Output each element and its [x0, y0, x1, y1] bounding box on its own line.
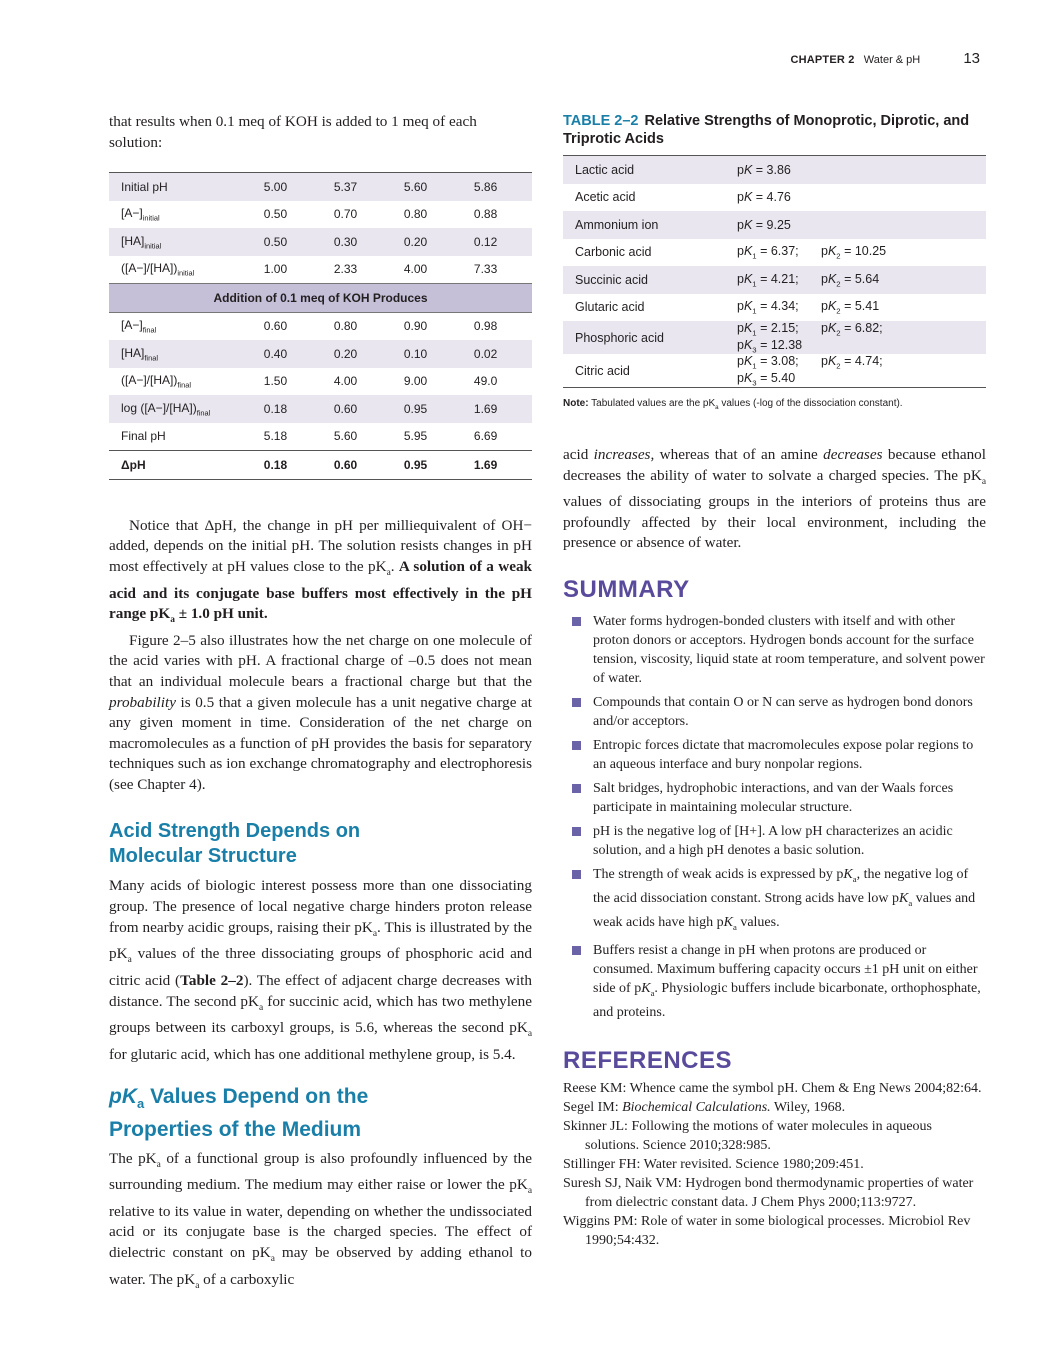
table-label: TABLE 2–2: [563, 113, 639, 129]
table-cell: 0.80: [333, 319, 358, 334]
references-list: [563, 1079, 986, 1250]
summary-heading: SUMMARY: [563, 576, 690, 603]
acid-name: Acetic acid: [575, 190, 636, 205]
pk-value: $pK_2 = 4.74$;: [821, 354, 883, 371]
bullet-square-icon: [572, 946, 581, 955]
summary-item: [563, 941, 986, 1022]
reference-item: Suresh SJ, Naik VM: Hydrogen bond thermodynamic properties of water from dielectric constant data. J Chem Phys 2000;113:9727.: [563, 1176, 974, 1211]
table-row: [109, 451, 532, 480]
section-heading-acid-strength: Acid Strength Depends on Molecular Structure: [109, 820, 361, 868]
table-caption: [563, 112, 986, 148]
table-cell: 9.00: [403, 374, 428, 389]
pk-value: $pK_1 = 4.21$;: [737, 271, 799, 288]
bullet-square-icon: [572, 827, 581, 836]
row-label: $[HA]_{final}$: [109, 340, 252, 368]
summary-text: Buffers resist a change in pH when protons are produced or consumed. Maximum buffering capacity occurs ±1 pH unit on either side of $pK_a$. Physiologic buffers include bicarbonate, orthophosphate, and proteins.: [593, 943, 981, 1021]
table-row: [109, 423, 532, 451]
table-cell: 0.20: [392, 228, 462, 256]
bullet-square-icon: [572, 617, 581, 626]
pk-values: [725, 294, 986, 322]
acid-name: Carbonic acid: [575, 245, 652, 260]
pk-value: $pK_2 = 10.25$: [821, 244, 887, 261]
table-cell: 1.00: [263, 262, 288, 277]
row-label: ΔpH: [109, 451, 252, 480]
reference-item: Wiggins PM: Role of water in some biological processes. Microbiol Rev 1990;54:432.: [563, 1214, 971, 1249]
table-row: [563, 266, 986, 294]
pk-values: [725, 239, 986, 267]
pk-value: $pK_1 = 2.15$;: [737, 321, 799, 338]
row-label: $([A-]/[HA])_{final}$: [121, 373, 191, 390]
acid-name: Lactic acid: [563, 156, 725, 184]
table-cell: 0.18: [252, 451, 322, 480]
table-cell: 49.0: [473, 374, 498, 389]
bullet-square-icon: [572, 741, 581, 750]
acid-name: Phosphoric acid: [563, 321, 725, 354]
table-cell: 1.50: [263, 374, 288, 389]
summary-item: [563, 865, 986, 936]
table-cell: 0.20: [322, 340, 392, 368]
reference-item: Skinner JL: Following the motions of water molecules in aqueous solutions. Science 2010;328:985.: [563, 1119, 933, 1154]
table-cell: 1.69: [462, 451, 532, 480]
bullet-square-icon: [572, 870, 581, 879]
table-note: Note: Tabulated values are the $pK_a$ values (-log of the dissociation constant).: [563, 398, 903, 411]
table-cell: 0.70: [333, 207, 358, 222]
row-label: $\log ([A-]/[HA])_{final}$: [109, 395, 252, 423]
table-cell: 5.60: [333, 429, 358, 444]
table-cell: 5.18: [263, 429, 288, 444]
row-label: $([A-]/[HA])_{initial}$: [121, 261, 195, 278]
table-row: [563, 294, 986, 322]
table-cell: 5.00: [252, 173, 322, 201]
table-reference-link[interactable]: Table 2–2: [180, 971, 244, 989]
pk-value: $pK_3 = 12.38$: [737, 337, 803, 354]
bullet-square-icon: [572, 698, 581, 707]
acid-name: Citric acid: [563, 354, 725, 388]
table-row: [563, 184, 986, 212]
pk-value: pK = 3.86: [737, 162, 791, 177]
table-cell: 2.33: [333, 262, 358, 277]
row-label: $[A-]_{final}$: [121, 318, 157, 335]
row-label: Final pH: [121, 429, 166, 444]
summary-text: pH is the negative log of [H+]. A low pH characterizes an acidic solution, and a high pH denotes a basic solution.: [593, 824, 953, 858]
table-cell: 0.95: [392, 395, 462, 423]
table-row: [563, 239, 986, 267]
pk-value: $pK_2 = 5.64$: [821, 271, 880, 288]
summary-item: [563, 612, 986, 688]
table-cell: 0.10: [392, 340, 462, 368]
table-cell: 4.00: [403, 262, 428, 277]
section-heading-pka-medium: $pK_a$ Values Depend on the Properties of the Medium: [109, 1085, 369, 1141]
summary-text: Compounds that contain O or N can serve as hydrogen bond donors and/or acceptors.: [593, 695, 973, 729]
reference-item: Segel IM: Biochemical Calculations. Wiley, 1968.: [563, 1100, 846, 1116]
table-row: [563, 321, 986, 354]
table-row: [563, 156, 986, 184]
table-cell: 0.02: [462, 340, 532, 368]
table-cell: 5.37: [322, 173, 392, 201]
table-cell: 0.88: [473, 207, 498, 222]
row-label: $[A-]_{initial}$: [121, 206, 160, 223]
table-cell: 1.69: [462, 395, 532, 423]
summary-item: [563, 779, 986, 817]
summary-item: [563, 822, 986, 860]
table-row: [563, 354, 986, 388]
table-cell: 4.00: [333, 374, 358, 389]
table-title: Relative Strengths of Monoprotic, Diprotic, and Triprotic Acids: [563, 113, 970, 147]
table-row: [109, 173, 532, 201]
table-cell: 0.50: [252, 228, 322, 256]
intro-text: that results when 0.1 meq of KOH is added to 1 meq of each solution:: [109, 113, 477, 151]
table-row: [109, 368, 532, 396]
pka-table: [563, 155, 986, 388]
table-cell: 7.33: [473, 262, 498, 277]
row-label: $[HA]_{initial}$: [109, 228, 252, 256]
pk-values: [725, 266, 986, 294]
table-row: [109, 201, 532, 229]
buffer-table: [109, 172, 532, 480]
acid-name: Succinic acid: [563, 266, 725, 294]
summary-text: Water forms hydrogen-bonded clusters with itself and with other proton donors or acceptors. Hydrogen bonds account for the surface tension, viscosity, liquid state at room temperature, and solvent power of water.: [593, 614, 985, 686]
table-cell: 0.12: [462, 228, 532, 256]
pk-value: $pK_3 = 5.40$: [737, 370, 796, 387]
bullet-square-icon: [572, 784, 581, 793]
reference-item: Stillinger FH: Water revisited. Science 1980;209:451.: [563, 1157, 864, 1173]
page-number: 13: [963, 50, 980, 67]
table-cell: 0.30: [322, 228, 392, 256]
table-cell: 0.60: [263, 319, 288, 334]
summary-item: [563, 693, 986, 731]
table-row: [109, 340, 532, 368]
reference-item: Reese KM: Whence came the symbol pH. Chem & Eng News 2004;82:64.: [563, 1081, 982, 1097]
table-row: [109, 312, 532, 340]
table-cell: 5.60: [392, 173, 462, 201]
pk-value: $pK_1 = 4.34$;: [737, 299, 799, 316]
row-label: Initial pH: [109, 173, 252, 201]
buffer-table-band: Addition of 0.1 meq of KOH Produces: [109, 284, 532, 313]
summary-text: Salt bridges, hydrophobic interactions, and van der Waals forces participate in maintaining molecular structure.: [593, 781, 954, 815]
table-row: [109, 256, 532, 284]
paragraph-3: Many acids of biologic interest possess more than one dissociating group. The presence of local negative charge hinders proton release from nearby acidic groups, raising their $pK_a$. This is illustrated by the $pK_a$ values of the three dissociating groups of phosphoric acid and citric acid (Table 2–2). The effect of adjacent charge decreases with distance. The second $pK_a$ for succinic acid, which has two methylene groups between its carboxyl groups, is 5.6, whereas the second $pK_a$ for glutaric acid, which has one additional methylene group, is 5.4.: [109, 877, 532, 1063]
table-cell: 0.60: [322, 451, 392, 480]
pk-values: [725, 211, 986, 239]
table-cell: 6.69: [473, 429, 498, 444]
pk-values: [725, 354, 986, 388]
table-cell: 5.95: [403, 429, 428, 444]
pk-value: pK = 9.25: [737, 217, 791, 232]
pk-value: $pK_1 = 6.37$;: [737, 244, 799, 261]
summary-text: Entropic forces dictate that macromolecules expose polar regions to an aqueous interface and bury nonpolar regions.: [593, 738, 974, 772]
chapter-label: CHAPTER 2: [790, 54, 855, 66]
table-row: [109, 228, 532, 256]
table-cell: 5.86: [462, 173, 532, 201]
pk-value: pK = 4.76: [737, 190, 791, 205]
table-row: [109, 395, 532, 423]
summary-text: The strength of weak acids is expressed by $pK_a$, the negative log of the acid dissociation constant. Strong acids have low $pK_a$ values and weak acids have high $pK_a$ values.: [593, 867, 976, 932]
table-cell: 0.95: [392, 451, 462, 480]
paragraph-4: The $pK_a$ of a functional group is also profoundly influenced by the surrounding medium. The medium may either raise or lower the $pK_a$ relative to its value in water, depending on whether the undissociated acid or its conjugate base is the charged species. The effect of dielectric constant on $pK_a$ may be observed by adding ethanol to water. The $pK_a$ of a carboxylic: [109, 1149, 532, 1291]
table-cell: 0.18: [252, 395, 322, 423]
right-column: [563, 112, 986, 1250]
left-column: [109, 112, 532, 1296]
summary-list: [563, 612, 986, 1022]
pk-values: [725, 321, 986, 354]
pk-value: $pK_2 = 5.41$: [821, 299, 880, 316]
table-cell: 0.98: [473, 319, 498, 334]
table-cell: 0.90: [403, 319, 428, 334]
chapter-title: Water & pH: [863, 54, 921, 66]
pk-value: $pK_1 = 3.08$;: [737, 354, 799, 371]
pk-value: $pK_2 = 6.82$;: [821, 321, 883, 338]
table-cell: 0.40: [252, 340, 322, 368]
table-cell: 0.50: [263, 207, 288, 222]
running-head: [790, 50, 980, 67]
acid-name: Ammonium ion: [563, 211, 725, 239]
paragraph-1: Notice that ΔpH, the change in pH per milliequivalent of OH− added, depends on the initial pH. The solution resists changes in pH most effectively at pH values close to the $pK_a$. A solution of a weak acid and its conjugate base buffers most effectively in the pH range $pK_a \pm 1.0$ pH unit.: [109, 516, 532, 626]
table-cell: 0.60: [322, 395, 392, 423]
table-row: [563, 211, 986, 239]
paragraph-2: Figure 2–5 also illustrates how the net charge on one molecule of the acid varies with pH. A fractional charge of –0.5 does not mean that an individual molecule bears a fractional charge but that the probability is 0.5 that a given molecule has a unit negative charge at any given moment in time. Consideration of the net charge on macromolecules as a function of pH provides the basis for separatory techniques such as ion exchange chromatography and electrophoresis (see Chapter 4).: [109, 631, 532, 793]
pk-values: [725, 156, 986, 184]
acid-name: Glutaric acid: [575, 300, 645, 315]
table-cell: 0.80: [403, 207, 428, 222]
continued-paragraph: acid increases, whereas that of an amine decreases because ethanol decreases the ability of water to solvate a charged species. The $pK_a$ values of dissociating groups in the interiors of proteins thus are profoundly affected by their local environment, including the presence or absence of water.: [563, 446, 986, 552]
pk-values: [725, 184, 986, 212]
summary-item: [563, 736, 986, 774]
references-heading: REFERENCES: [563, 1047, 733, 1075]
